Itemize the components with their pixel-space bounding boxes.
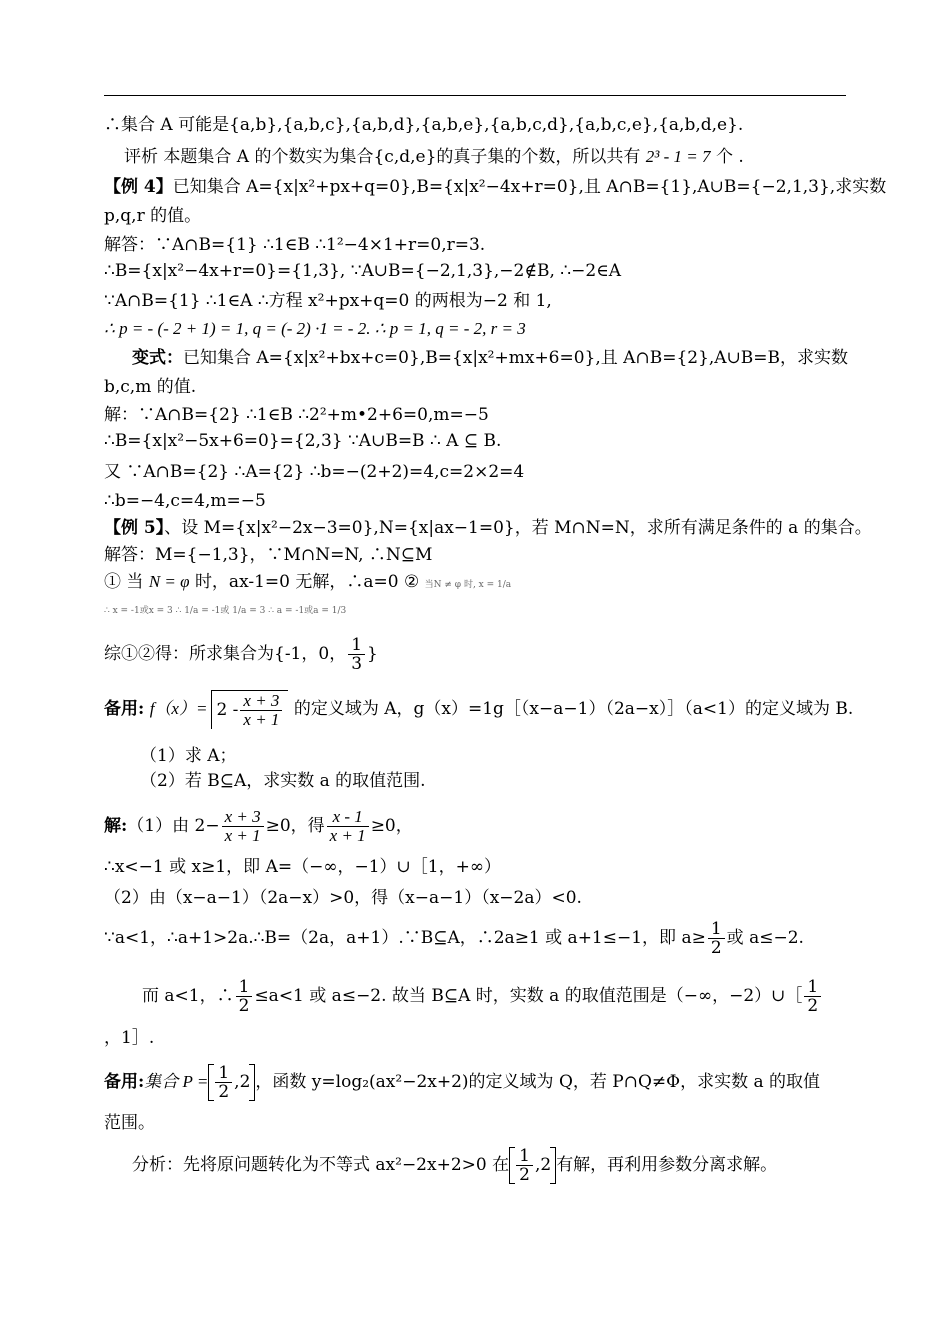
backup-tag: 备用: bbox=[104, 1072, 145, 1092]
denominator: 2 bbox=[519, 1165, 530, 1185]
backup-tag: 备用: bbox=[104, 699, 145, 719]
text-line bbox=[104, 920, 804, 957]
text-line bbox=[132, 347, 848, 369]
interval-end: ,2 bbox=[234, 1072, 251, 1092]
text-line: b,c,m 的值. bbox=[104, 377, 197, 397]
example-5-tag: 【例 5】 bbox=[104, 518, 165, 538]
solution-text: 而 a<1，∴ bbox=[142, 986, 234, 1006]
small-math-image: ∴ x = -1或x = 3 ∴ 1/a = -1或 1/a = 3 ∴ a = -1或a = 1/3 bbox=[104, 606, 347, 616]
fraction bbox=[348, 636, 365, 673]
summary-text-end: } bbox=[367, 644, 378, 664]
case-text: 时，ax-1=0 无解，∴a=0 ② bbox=[194, 572, 420, 592]
denominator: x + 1 bbox=[329, 826, 366, 845]
analysis-text: 有解，再利用参数分离求解。 bbox=[556, 1155, 778, 1175]
example-4-text: 已知集合 A={x|x²+px+q=0},B={x|x²−4x+r=0},且 A∩B={1},A∪B={−2,1,3},求实数 bbox=[172, 177, 887, 197]
fraction bbox=[236, 978, 253, 1015]
analysis-text: 评析 本题集合 A 的个数实为集合{c,d,e}的真子集的个数，所以共有 bbox=[124, 147, 641, 167]
case-1-label: ① 当 bbox=[104, 572, 144, 592]
fraction bbox=[804, 978, 821, 1015]
numerator: 1 bbox=[516, 1147, 533, 1166]
text-line: 又 ∵A∩B={2} ∴A={2} ∴b=−(2+2)=4,c=2×2=4 bbox=[104, 462, 525, 482]
example-4-tag: 【例 4】 bbox=[104, 177, 173, 197]
denominator: 2 bbox=[807, 996, 819, 1016]
variant-tag: 变式： bbox=[132, 348, 183, 368]
interval-end: ,2 bbox=[534, 1155, 552, 1175]
text-line bbox=[104, 517, 872, 539]
text-line bbox=[132, 1147, 777, 1184]
numerator: 1 bbox=[348, 636, 365, 655]
solution-text: 或 a≤−2. bbox=[726, 928, 804, 948]
text-line bbox=[104, 176, 886, 198]
text-line: ∴B={x|x²−4x+r=0}={1,3}, ∵A∪B={−2,1,3},−2∉B, ∴−2∈A bbox=[104, 261, 621, 281]
text-line bbox=[104, 636, 378, 673]
fraction bbox=[708, 920, 725, 957]
fraction bbox=[516, 1147, 533, 1184]
sqrt-term: 2 - bbox=[216, 700, 239, 720]
text-line: （2）若 B⊆A，求实数 a 的取值范围. bbox=[140, 771, 426, 791]
math-expression: N = φ bbox=[148, 572, 190, 591]
summary-text: 综①②得：所求集合为{-1，0， bbox=[104, 644, 347, 664]
solution-text: （1）由 2− bbox=[127, 816, 220, 836]
solution-text: ≥0，得 bbox=[265, 816, 325, 836]
variant-text: 已知集合 A={x|x²+bx+c=0},B={x|x²+mx+6=0},且 A∩B={2},A∪B=B，求实数 bbox=[183, 348, 849, 368]
text-line: ∴b=−4,c=4,m=−5 bbox=[104, 491, 266, 511]
text-line: ∴集合 A 可能是{a,b},{a,b,c},{a,b,d},{a,b,e},{a,b,c,d},{a,b,c,e},{a,b,d,e}. bbox=[104, 115, 744, 135]
numerator: 1 bbox=[236, 978, 253, 997]
text-line: ∴x<−1 或 x≥1，即 A=（−∞，−1）∪［1，+∞） bbox=[104, 857, 502, 877]
numerator: x + 3 bbox=[222, 808, 264, 827]
text-line bbox=[104, 808, 413, 845]
solution-text: ∵a<1，∴a+1>2a.∴B=（2a，a+1）.∵B⊆A，∴2a≥1 或 a+1≤−1，即 a≥ bbox=[104, 928, 706, 948]
text-line: ∵A∩B={1} ∴1∈A ∴方程 x²+px+q=0 的两根为−2 和 1, bbox=[104, 291, 552, 311]
denominator: x + 1 bbox=[224, 826, 261, 845]
fraction bbox=[240, 692, 282, 729]
fraction bbox=[222, 808, 264, 845]
sqrt-expression bbox=[211, 690, 288, 729]
text-line: ∴B={x|x²−5x+6=0}={2,3} ∵A∪B=B ∴ A ⊆ B. bbox=[104, 431, 502, 451]
math-expression: 2³ - 1 = 7 bbox=[645, 147, 711, 166]
denominator: 2 bbox=[710, 938, 722, 958]
text-line: ∴ p = - (- 2 + 1) = 1, q = (- 2) ·1 = - 2. ∴ p = 1, q = - 2, r = 3 bbox=[104, 319, 526, 338]
denominator: 3 bbox=[351, 654, 363, 674]
text-line bbox=[104, 690, 853, 729]
text-line: 解答：M={−1,3}，∵M∩N=N, ∴N⊆M bbox=[104, 545, 433, 565]
text-line: p,q,r 的值。 bbox=[104, 206, 202, 226]
text-line bbox=[104, 571, 511, 596]
denominator: 2 bbox=[218, 1082, 230, 1102]
denominator: 2 bbox=[238, 996, 250, 1016]
solution-text: ≥0， bbox=[370, 816, 413, 836]
text-line: 范围。 bbox=[104, 1113, 155, 1133]
numerator: 1 bbox=[804, 978, 821, 997]
function-f: f（x）= bbox=[149, 699, 208, 718]
interval-bracket bbox=[509, 1147, 556, 1184]
fraction bbox=[215, 1064, 232, 1101]
solution-text: ≤a<1 或 a≤−2. 故当 B⊆A 时，实数 a 的取值范围是（−∞，−2）∪［ bbox=[254, 986, 803, 1006]
small-math-image: 当N ≠ φ 时, x = 1/a bbox=[424, 580, 512, 590]
numerator: 1 bbox=[215, 1064, 232, 1083]
numerator: 1 bbox=[708, 920, 725, 939]
text-line bbox=[104, 1064, 820, 1101]
top-rule bbox=[104, 95, 846, 96]
problem-text: ，函数 y=log₂(ax²−2x+2)的定义域为 Q，若 P∩Q≠Φ，求实数 a 的取值 bbox=[255, 1072, 821, 1092]
numerator: x - 1 bbox=[327, 808, 369, 827]
solution-tag: 解: bbox=[104, 816, 128, 836]
denominator: x + 1 bbox=[243, 710, 280, 729]
analysis-text-end: 个 . bbox=[715, 147, 744, 167]
set-p: 集合 P = bbox=[144, 1072, 209, 1091]
fraction bbox=[327, 808, 369, 845]
text-line: 解答：∵A∩B={1} ∴1∈B ∴1²−4×1+r=0,r=3. bbox=[104, 235, 486, 255]
text-line: （1）求 A； bbox=[140, 746, 237, 766]
text-line: 解：∵A∩B={2} ∴1∈B ∴2²+m•2+6=0,m=−5 bbox=[104, 405, 489, 425]
numerator: x + 3 bbox=[240, 692, 282, 711]
text-line: ，1］. bbox=[104, 1028, 155, 1048]
example-5-text: 、设 M={x|x²−2x−3=0},N={x|ax−1=0}，若 M∩N=N，求所有满足条件的 a 的集合。 bbox=[164, 518, 872, 538]
analysis-text: 分析：先将原问题转化为不等式 ax²−2x+2>0 在 bbox=[132, 1155, 510, 1175]
text-line: （2）由（x−a−1）（2a−x）>0，得（x−a−1）（x−2a）<0. bbox=[104, 888, 582, 908]
text-line bbox=[124, 146, 744, 168]
domain-text: 的定义域为 A，g（x）=1g［（x−a−1）（2a−x）］（a<1）的定义域为 B. bbox=[293, 699, 854, 719]
text-line bbox=[142, 978, 823, 1015]
interval-bracket bbox=[208, 1064, 255, 1101]
